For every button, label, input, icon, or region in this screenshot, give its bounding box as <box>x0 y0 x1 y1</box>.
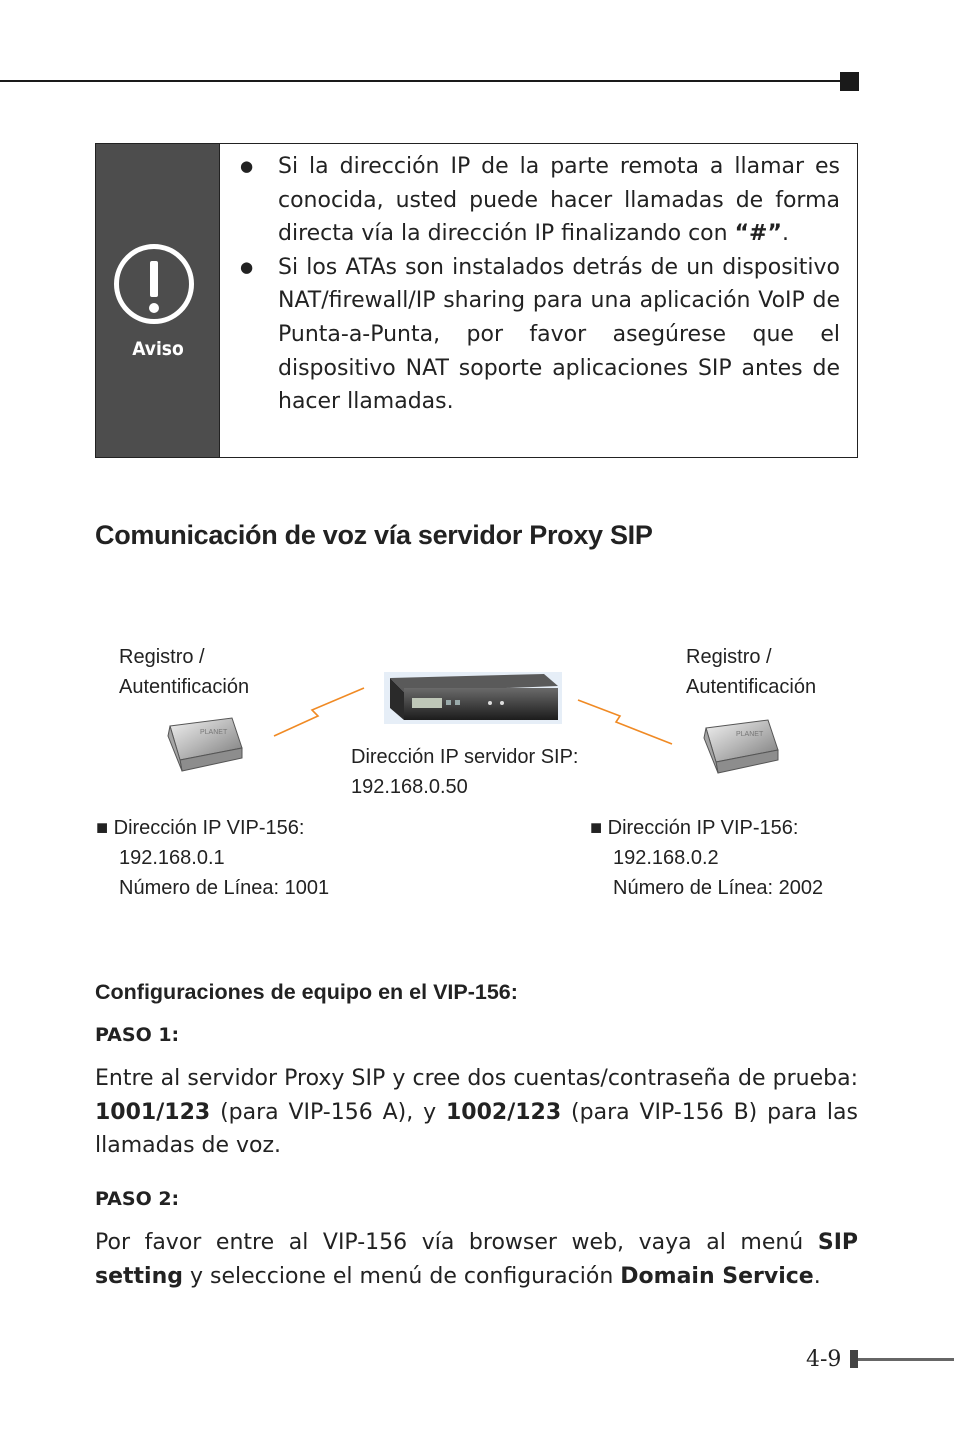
notice-list <box>236 150 840 419</box>
config-heading: Configuraciones de equipo en el VIP-156: <box>95 980 518 1004</box>
server-ip-label: Dirección IP servidor SIP: 192.168.0.50 <box>351 746 579 798</box>
svg-text:PLANET: PLANET <box>736 731 764 738</box>
step1-label: PASO 1: <box>95 1024 180 1046</box>
exclamation-icon <box>114 244 194 324</box>
step2-label: PASO 2: <box>95 1188 180 1210</box>
left-link-icon <box>274 688 364 736</box>
right-link-icon <box>578 700 672 744</box>
left-device-info: ■ Dirección IP VIP-156: 192.168.0.1 Número de Línea: 1001 <box>96 817 330 899</box>
left-ata-device-icon <box>168 718 242 771</box>
right-registration-label: Registro / Autentificación <box>686 646 817 698</box>
notice-item: ● Si la dirección IP de la parte remota a llamar es conocida, usted puede hacer llamadas de forma directa vía la dirección IP finalizando con “#”. <box>236 150 840 251</box>
notice-item: ● Si los ATAs son instalados detrás de un dispositivo NAT/firewall/IP sharing para una aplicación VoIP de Punta-a-Punta, por favor asegúrese que el dispositivo NAT soporte aplicaciones SIP antes de hacer llamadas. <box>236 251 840 419</box>
footer-rule <box>858 1358 954 1361</box>
notice-box <box>95 143 858 458</box>
section-title: Comunicación de voz vía servidor Proxy SIP <box>95 520 653 550</box>
step2-paragraph: Por favor entre al VIP-156 vía browser web, vaya al menú SIP setting y seleccione el menú de configuración Domain Service. <box>95 1230 858 1289</box>
notice-label: Aviso <box>132 338 184 360</box>
step1-paragraph: Entre al servidor Proxy SIP y cree dos cuentas/contraseña de prueba: 1001/123 (para VIP-156 A), y 1002/123 (para VIP-156 B) para las llamadas de voz. <box>95 1066 858 1158</box>
svg-text:PLANET: PLANET <box>200 729 228 736</box>
notice-sidebar <box>96 144 220 457</box>
left-registration-label: Registro / Autentificación <box>119 646 250 698</box>
right-device-info: ■ Dirección IP VIP-156: 192.168.0.2 Número de Línea: 2002 <box>590 817 824 899</box>
right-ata-device-icon <box>704 720 778 773</box>
page-number: 4-9 <box>806 1347 842 1372</box>
header-square <box>840 72 859 91</box>
sip-server-icon <box>384 672 562 724</box>
footer-mark <box>850 1350 858 1368</box>
header-rule <box>0 80 842 82</box>
